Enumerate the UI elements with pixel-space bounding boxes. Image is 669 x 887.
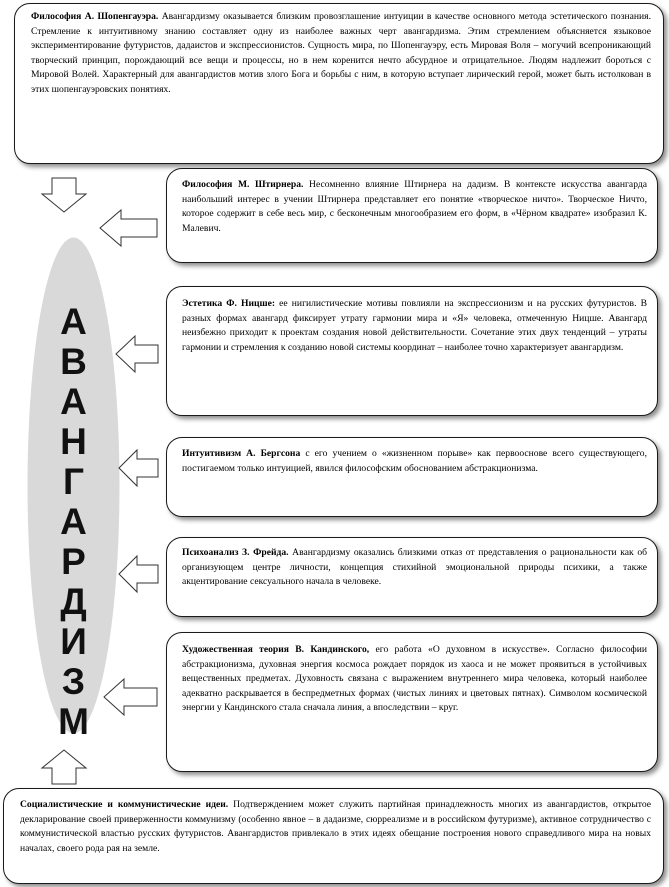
box-text: Подтверждением может служить партийная принадлежность многих из авангардистов, открытое декларирование своей приверженности коммунизму (особенно явное – в дадаизме, сюрреализме и в российском футуризме), активное сотрудничество с коммунистической властью русских футуристов. Авангардистов привлекало в этих идеях обещание построения нового справедливого мира на новых началах, своего рода рая на земле. [20, 799, 652, 854]
socialist-ideas-box [3, 788, 664, 884]
nietzsche-box [166, 286, 658, 416]
box-text: Несомненно влияние Штирнера на дадизм. В контексте искусства авангарда наибольший интерес в учении Штирнера представляет его понятие «творческое ничто». Творческое Ничто, которое содержит в себе весь мир, с бесконечным многообразием его форм, в «Чёрном квадрате» изобразил К. Малевич. [182, 179, 647, 234]
left-arrow-icon [118, 448, 160, 488]
box-heading: Философия А. Шопенгауэра. [31, 11, 159, 22]
title-letter: Н [60, 421, 87, 462]
left-arrow-icon [115, 334, 160, 374]
title-letter: Г [63, 461, 84, 502]
title-letter: А [60, 501, 87, 542]
title-letter: Д [60, 581, 87, 622]
title-letter: М [58, 701, 89, 742]
box-heading: Интуитивизм А. Бергсона [182, 448, 301, 459]
box-text: ее нигилистические мотивы повлияли на экспрессионизм и на русских футуристов. В разных формах авангард фиксирует утрату гармонии мира и «Я» человека, отмеченную Ницше. Авангард неизбежно приходит к проектам создания новой действительности. Сочетание этих двух тенденций – утраты гармонии и стремления к созданию новой системы координат – наиболее точно характеризует авангардизм. [182, 298, 647, 353]
title-letter: А [60, 301, 87, 342]
title-letter: З [61, 661, 86, 702]
box-text: Авангардизму оказались близкими отказ от представления о рациональности как об организующем центре личности, концепция стихийной эмоциональной природы психики, а также акцентирование сексуального начала в человеке. [182, 547, 647, 588]
title-letter: А [60, 381, 87, 422]
stirner-box [166, 168, 658, 263]
box-heading: Эстетика Ф. Ницше: [182, 298, 276, 309]
avantgardism-title [27, 302, 120, 742]
up-arrow-icon [40, 749, 88, 785]
box-heading: Психоанализ З. Фрейда. [182, 547, 289, 558]
box-text: его работа «О духовном в искусстве». Согласно философии абстракционизма, духовная энергия космоса рождает порядок из хаоса и не может проявиться в устойчивых вещественных предметах. Духовность связана с выражением внутреннего мира человека, который наиболее адекватно раскрывается в беспредметных формах (чистых линиях и цветовых пятнах). Символом космической энергии у Кандинского стала сначала линия, а впоследствии – круг. [182, 644, 647, 714]
box-heading: Социалистические и коммунистические идеи. [20, 799, 229, 810]
freud-box [166, 537, 658, 617]
kandinsky-box [166, 632, 658, 772]
box-text: Авангардизму оказывается близким провозглашение интуиции в качестве основного метода эстетического познания. Стремление к интуитивному знанию составляет одну из наиболее важных черт авангардизма. Этим стремлением объясняется языковое экспериментирование футуристов, дадаистов и экспрессионистов. Сущность мира, по Шопенгауэру, есть Мировая Воля – могучий всепроникающий творческий принцип, порождающий все вещи и процессы, но в нем коренится нечто абсурдное и отрицательное. Людям надлежит бороться с Мировой Волей. Характерный для авангардистов мотив злого Бога и борьбы с ним, в которую вступает лирический герой, может быть истолкован в этих шопенгауэровских понятиях. [31, 11, 651, 95]
schopenhauer-box [14, 3, 664, 164]
box-heading: Художественная теория В. Кандинского, [182, 644, 370, 655]
title-letter: Р [61, 541, 86, 582]
box-heading: Философия М. Штирнера. [182, 179, 304, 190]
left-arrow-icon [103, 677, 159, 717]
down-arrow-icon [40, 177, 88, 213]
box-text: с его учением о «жизненном порыве» как первооснове всего существующего, постигаемом только интуицией, явился философским обоснованием абстракционизма. [182, 448, 648, 474]
left-arrow-icon [99, 208, 159, 248]
title-letter: И [60, 621, 87, 662]
left-arrow-icon [118, 554, 160, 594]
bergson-box [166, 437, 658, 517]
title-letter: В [60, 341, 87, 382]
